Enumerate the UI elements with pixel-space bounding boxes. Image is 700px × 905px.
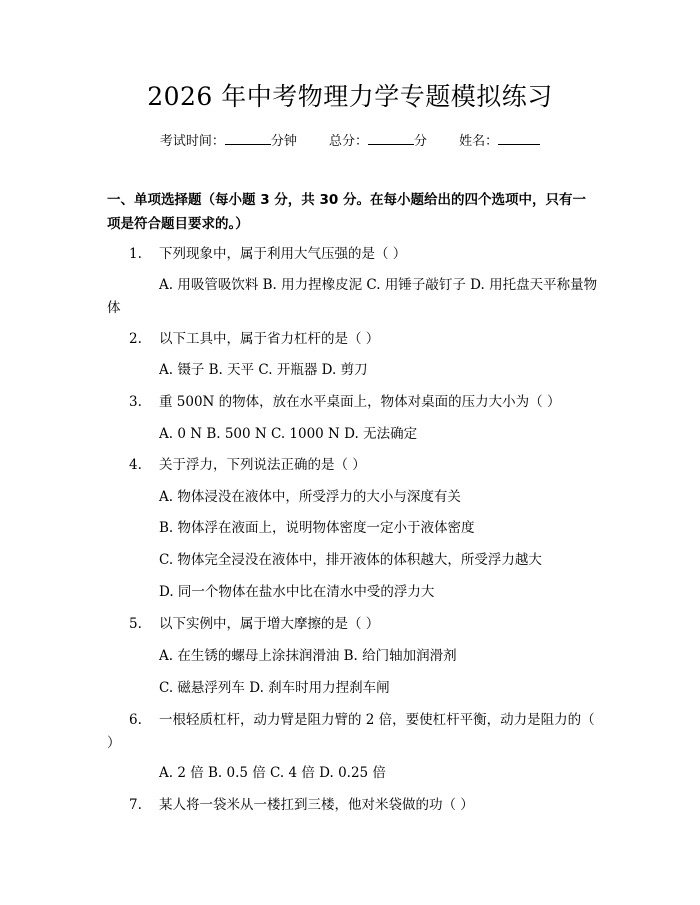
time-label: 考试时间： [159,134,225,149]
question-number: 5. [129,616,142,632]
page-title: 2026 年中考物理力学专题模拟练习 [147,82,553,111]
question-4-option-c: C. 物体完全浸没在液体中，排开液体的体积越大，所受浮力越大 [159,552,542,568]
question-stem: 某人将一袋米从一楼扛到三楼，他对米袋做的功（ ） [159,797,474,813]
question-number: 6. [129,712,142,728]
question-3-options: A. 0 N B. 500 N C. 1000 N D. 无法确定 [159,426,418,442]
time-unit: 分钟 [270,134,297,149]
question-stem: 重 500N 的物体，放在水平桌面上，物体对桌面的压力大小为（ ） [159,394,561,410]
question-5-options-line-2: C. 磁悬浮列车 D. 刹车时用力捏刹车闸 [159,680,390,696]
score-unit: 分 [414,134,428,149]
question-stem: 下列现象中，属于利用大气压强的是（ ） [159,246,407,262]
section-heading: 一、单项选择题（每小题 3 分，共 30 分。在每小题给出的四个选项中，只有一项是符合题目要求的。） [107,192,586,232]
question-3 [107,391,597,414]
question-number: 1. [129,246,142,262]
question-6 [107,709,597,755]
question-stem: 关于浮力，下列说法正确的是（ ） [159,457,366,473]
name-blank[interactable] [498,130,540,145]
question-4-option-d: D. 同一个物体在盐水中比在清水中受的浮力大 [159,584,435,600]
question-2-options: A. 镊子 B. 天平 C. 开瓶器 D. 剪刀 [159,362,368,378]
question-5 [107,613,597,636]
exam-meta [0,130,700,152]
question-2 [107,328,597,351]
question-stem: 以下工具中，属于省力杠杆的是（ ） [159,331,380,347]
score-blank[interactable] [368,130,414,145]
time-blank[interactable] [225,130,271,145]
question-stem: 一根轻质杠杆，动力臂是阻力臂的 2 倍，要使杠杆平衡，动力是阻力的（ ） [107,712,595,751]
question-4-option-b: B. 物体浮在液面上，说明物体密度一定小于液体密度 [159,520,475,536]
question-number: 2. [129,331,142,347]
question-7 [107,794,597,817]
exam-name [459,134,540,149]
question-number: 3. [129,394,142,410]
exam-score [329,134,431,149]
name-label: 姓名： [459,134,499,149]
question-6-options: A. 2 倍 B. 0.5 倍 C. 4 倍 D. 0.25 倍 [159,765,386,781]
question-4 [107,454,597,477]
question-number: 4. [129,457,142,473]
question-4-option-a: A. 物体浸没在液体中，所受浮力的大小与深度有关 [159,489,461,505]
question-stem: 以下实例中，属于增大摩擦的是（ ） [159,616,380,632]
question-1-options: A. 用吸管吸饮料 B. 用力捏橡皮泥 C. 用锤子敲钉子 D. 用托盘天平称量物体 [107,277,598,316]
score-label: 总分： [328,134,368,149]
question-5-options-line-1: A. 在生锈的螺母上涂抹润滑油 B. 给门轴加润滑剂 [159,648,457,664]
question-1 [107,243,597,266]
exam-time [160,134,301,149]
question-number: 7. [129,797,142,813]
